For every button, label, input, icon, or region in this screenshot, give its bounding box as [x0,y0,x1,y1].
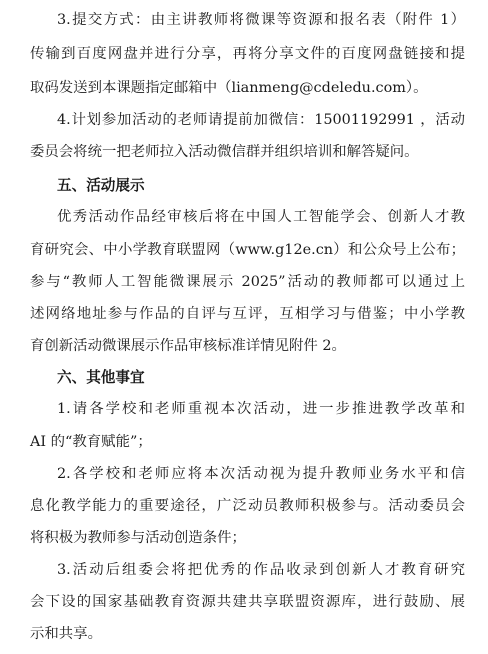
section-five-line-5: 育创新活动微课展示作品审核标准详情见附件 2。 [30,338,346,354]
section-six-item2-line-2: 息化教学能力的重要途径，广泛动员教师积极参与。活动委员会 [30,498,465,514]
section-six-item3-line-3: 示和共享。 [30,626,102,642]
section-five-line-3: 参与“教师人工智能微课展示 2025”活动的教师都可以通过上 [30,274,465,290]
submit-method-line-2: 传输到百度网盘并进行分享，再将分享文件的百度网盘链接和提 [30,46,465,62]
wechat-line-2: 委员会将统一把老师拉入活动微信群并组织培训和解答疑问。 [30,144,419,160]
section-six-item2-line-1: 2.各学校和老师应将本次活动视为提升教师业务水平和信 [57,466,465,482]
section-five-line-4: 述网络地址参与作品的自评与互评，互相学习与借鉴；中小学教 [30,306,465,322]
submit-method-line-3: 取码发送到本课题指定邮箱中（lianmeng@cdeledu.com）。 [30,80,428,96]
section-six-heading: 六、其他事宜 [57,369,145,386]
section-six-item3-line-1: 3.活动后组委会将把优秀的作品收录到创新人才教育研究 [57,562,465,578]
section-five-heading: 五、活动展示 [57,177,145,194]
submit-method-line-1: 3.提交方式：由主讲教师将微课等资源和报名表（附件 1） [57,12,465,28]
section-six-item1-line-1: 1.请各学校和老师重视本次活动，进一步推进教学改革和 [57,401,465,417]
section-six-item1-line-2: AI 的“教育赋能”； [30,434,152,450]
section-five-line-2: 育研究会、中小学教育联盟网（www.g12e.cn）和公众号上公布； [30,242,465,258]
section-six-item3-line-2: 会下设的国家基础教育资源共建共享联盟资源库，进行鼓励、展 [30,594,465,610]
section-five-line-1: 优秀活动作品经审核后将在中国人工智能学会、创新人才教 [57,209,465,225]
wechat-line-1: 4.计划参加活动的老师请提前加微信：15001192991 ，活动 [57,112,465,128]
section-six-item2-line-3: 将积极为教师参与活动创造条件； [30,530,246,546]
